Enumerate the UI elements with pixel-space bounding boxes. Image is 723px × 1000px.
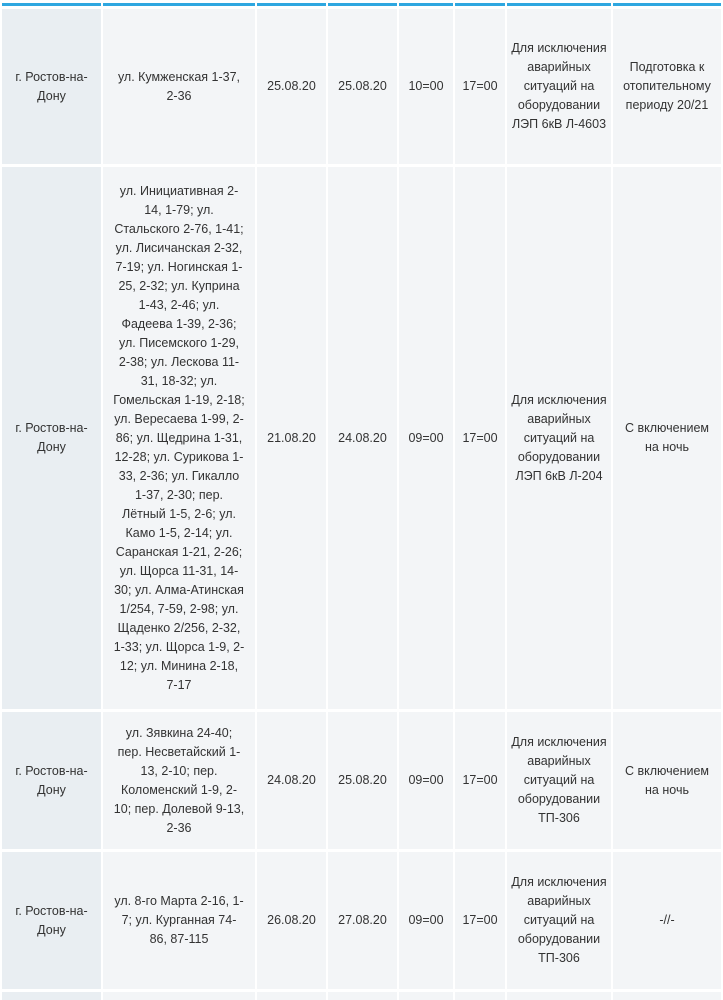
header-cell: [328, 3, 397, 6]
time-end-cell: 17=00: [455, 167, 505, 709]
city-cell: г. Ростов-на-Дону: [2, 9, 101, 164]
reason-cell: Для исключения аварийных ситуаций на оборудовании ЛЭП 6кВ Л-204: [507, 167, 611, 709]
table-row: [2, 712, 721, 849]
city-cell: г. Ростов-на-Дону: [2, 167, 101, 709]
header-cell: [613, 3, 721, 6]
city-cell: г. Ростов-на-Дону: [2, 852, 101, 989]
date-end-cell: 27.08.20: [328, 852, 397, 989]
time-end-cell: [455, 992, 505, 1000]
date-start-cell: 25.08.20: [257, 9, 326, 164]
date-end-cell: [328, 992, 397, 1000]
table-row: [2, 852, 721, 989]
reason-cell: Для исключения аварийных ситуаций на оборудовании ТП-306: [507, 852, 611, 989]
date-end-cell: 25.08.20: [328, 712, 397, 849]
time-start-cell: [399, 992, 453, 1000]
address-cell: ул. 8-го Марта 2-16, 1-7; ул. Курганная 74-86, 87-115: [103, 852, 255, 989]
address-cell: [103, 992, 255, 1000]
reason-cell: [507, 992, 611, 1000]
date-start-cell: 21.08.20: [257, 167, 326, 709]
date-end-cell: 25.08.20: [328, 9, 397, 164]
table-row: [2, 167, 721, 709]
time-start-cell: 09=00: [399, 712, 453, 849]
reason-cell: Для исключения аварийных ситуаций на оборудовании ЛЭП 6кВ Л-4603: [507, 9, 611, 164]
note-cell: Подготовка к отопительному периоду 20/21: [613, 9, 721, 164]
note-cell: [613, 992, 721, 1000]
date-start-cell: [257, 992, 326, 1000]
date-start-cell: 24.08.20: [257, 712, 326, 849]
address-cell: ул. Зявкина 24-40; пер. Несветайский 1-13, 2-10; пер. Коломенский 1-9, 2-10; пер. Долевой 9-13, 2-36: [103, 712, 255, 849]
note-cell: С включением на ночь: [613, 167, 721, 709]
note-cell: С включением на ночь: [613, 712, 721, 849]
header-cell: [455, 3, 505, 6]
time-end-cell: 17=00: [455, 9, 505, 164]
table-row: [2, 992, 721, 1000]
header-cell: [399, 3, 453, 6]
date-start-cell: 26.08.20: [257, 852, 326, 989]
table-header-row: [2, 3, 721, 6]
date-end-cell: 24.08.20: [328, 167, 397, 709]
header-cell: [257, 3, 326, 6]
header-cell: [103, 3, 255, 6]
time-end-cell: 17=00: [455, 712, 505, 849]
header-cell: [507, 3, 611, 6]
address-cell: ул. Инициативная 2-14, 1-79; ул. Стальского 2-76, 1-41; ул. Лисичанская 2-32, 7-19; ул. Ногинская 1-25, 2-32; ул. Куприна 1-43, 2-46; ул. Фадеева 1-39, 2-36; ул. Писемского 1-29, 2-38; ул. Лескова 11-31, 18-32; ул. Гомельская 1-19, 2-18; ул. Вересаева 1-99, 2-86; ул. Щедрина 1-31, 12-28; ул. Сурикова 1-33, 2-36; ул. Гикалло 1-37, 2-30; пер. Лётный 1-5, 2-6; ул. Камо 1-5, 2-14; ул. Саранская 1-21, 2-26; ул. Щорса 11-31, 14-30; ул. Алма-Атинская 1/254, 7-59, 2-98; ул. Щаденко 2/256, 2-32, 1-33; ул. Щорса 1-9, 2-12; ул. Минина 2-18, 7-17: [103, 167, 255, 709]
header-cell: [2, 3, 101, 6]
city-cell: [2, 992, 101, 1000]
time-start-cell: 09=00: [399, 852, 453, 989]
time-start-cell: 10=00: [399, 9, 453, 164]
time-start-cell: 09=00: [399, 167, 453, 709]
table-row: [2, 9, 721, 164]
note-cell: -//-: [613, 852, 721, 989]
address-cell: ул. Кумженская 1-37, 2-36: [103, 9, 255, 164]
reason-cell: Для исключения аварийных ситуаций на оборудовании ТП-306: [507, 712, 611, 849]
time-end-cell: 17=00: [455, 852, 505, 989]
city-cell: г. Ростов-на-Дону: [2, 712, 101, 849]
